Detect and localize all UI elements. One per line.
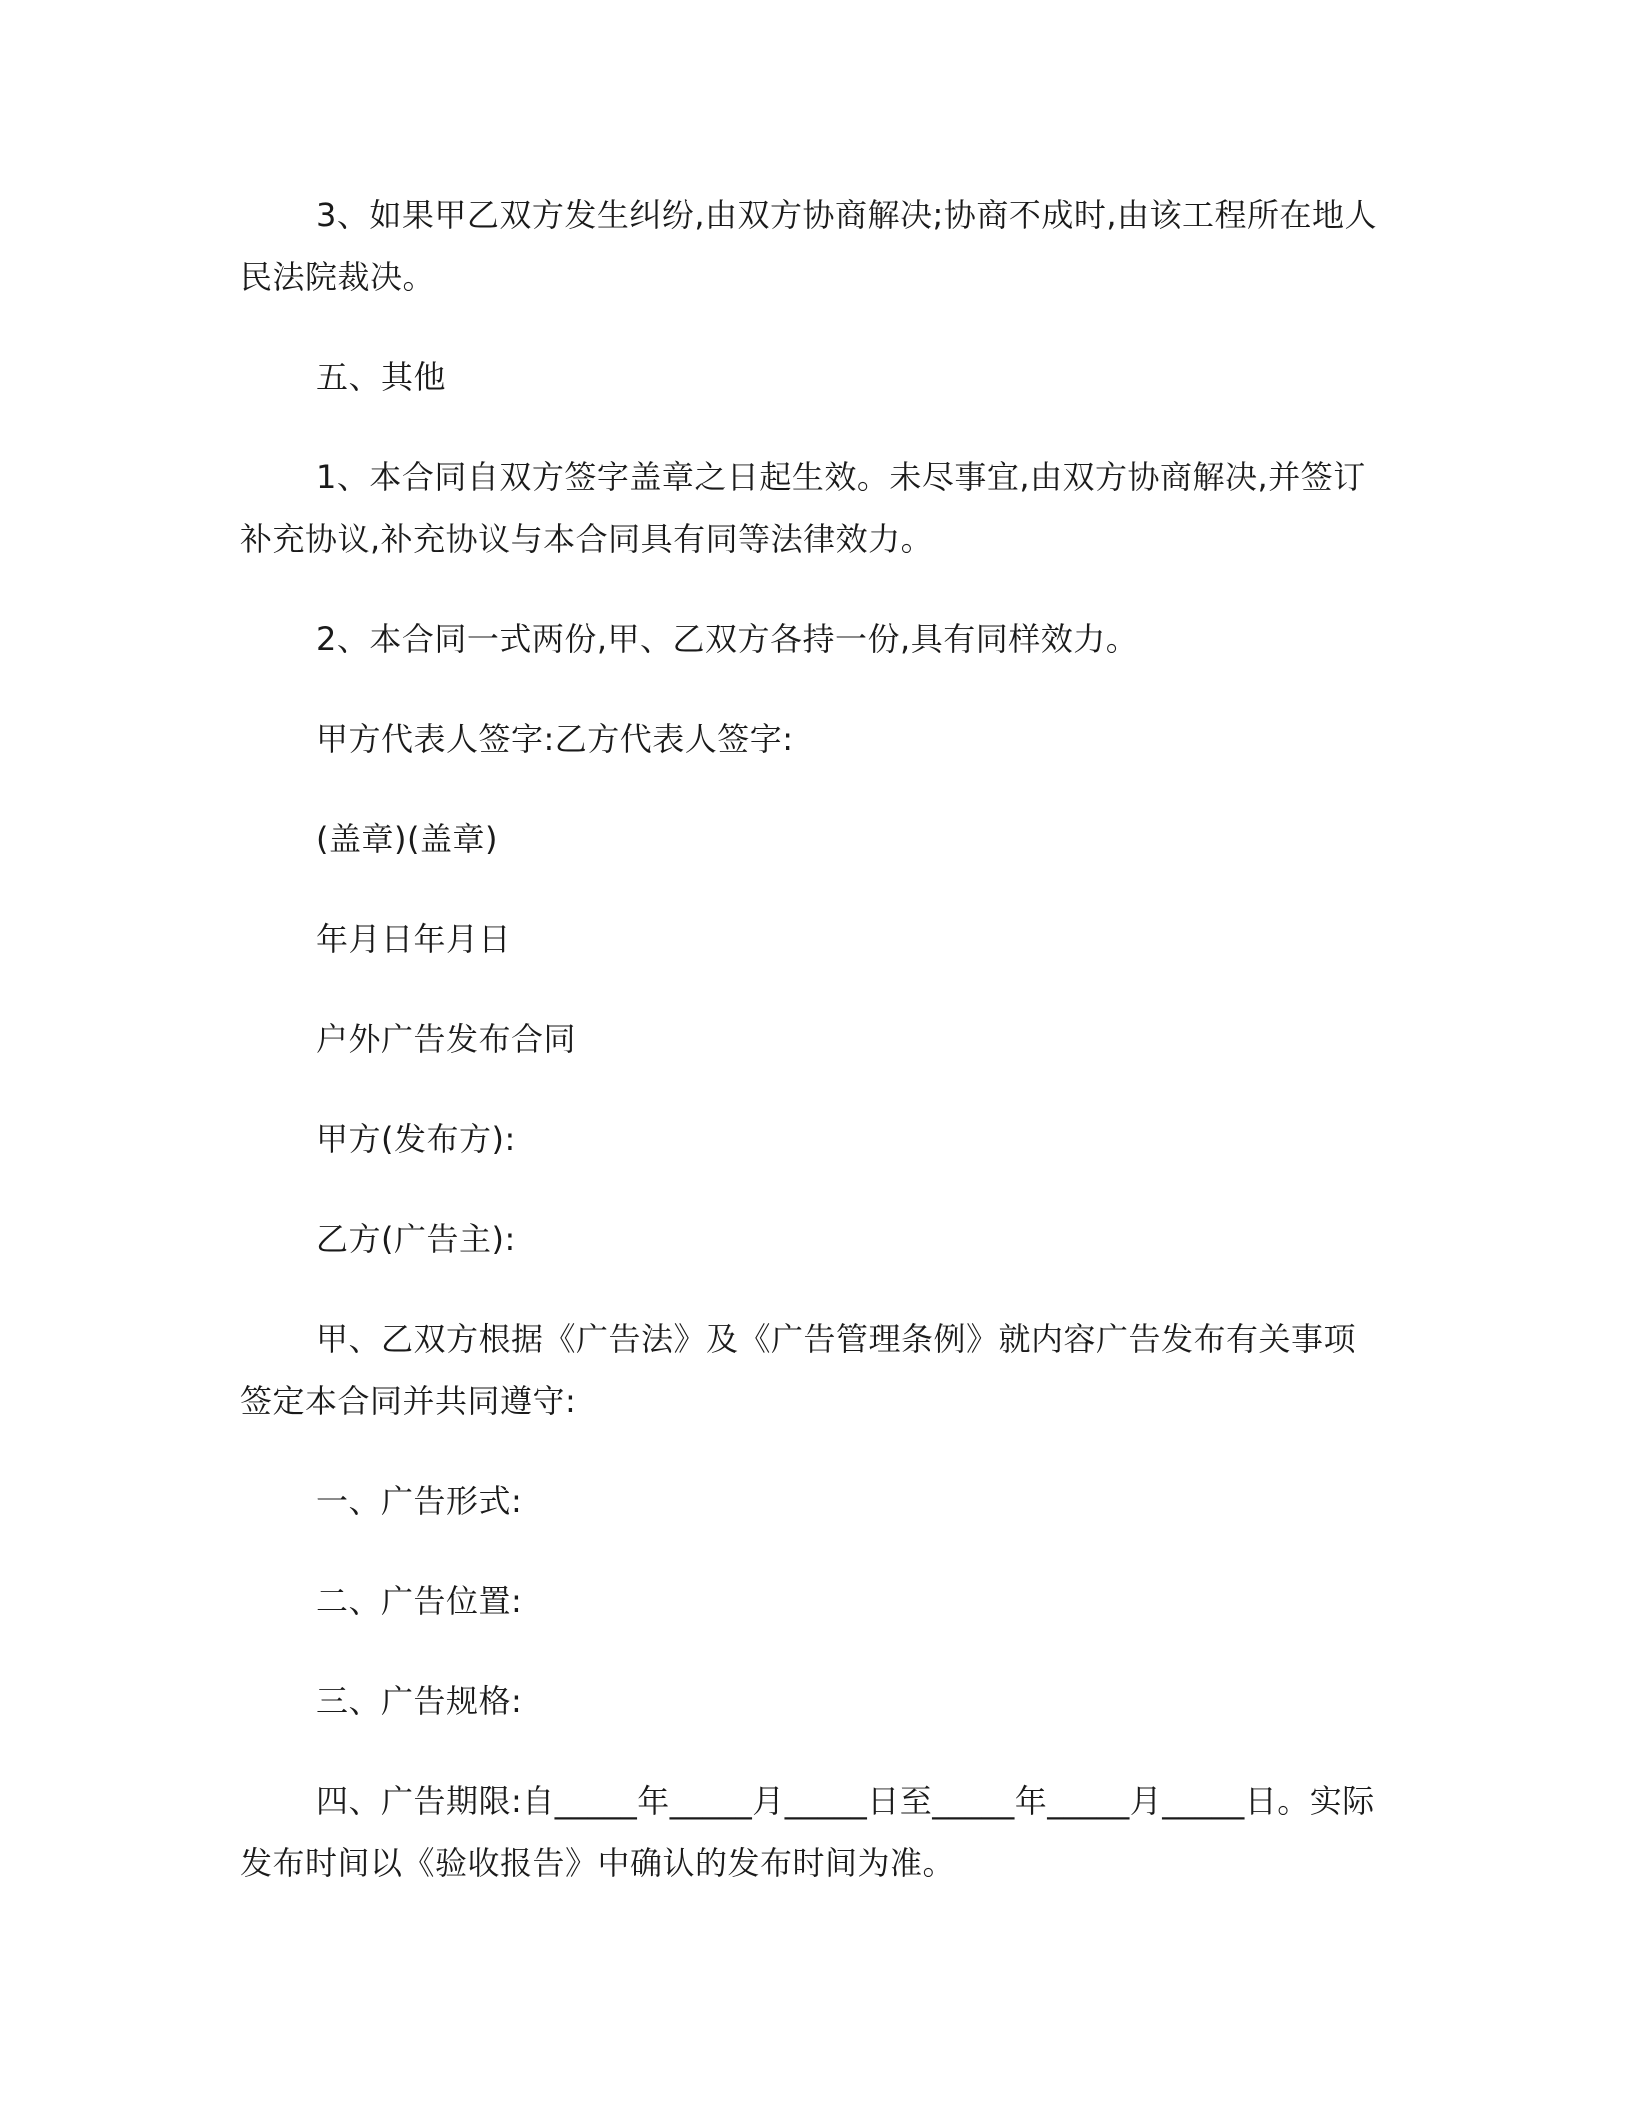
ad-form-line: 一、广告形式: [316, 1482, 523, 1520]
section-5-heading: 五、其他 [316, 358, 447, 396]
seal-line: (盖章)(盖章) [316, 820, 498, 858]
contract-title: 户外广告发布合同 [316, 1020, 577, 1058]
signature-line: 甲方代表人签字:乙方代表人签字: [316, 720, 794, 758]
clause-1-effective: 1、本合同自双方签字盖章之日起生效。未尽事宜,由双方协商解决,并签订补充协议,补充协议与本合同具有同等法律效力。 [240, 458, 1366, 558]
clause-2-copies: 2、本合同一式两份,甲、乙双方各持一份,具有同样效力。 [316, 620, 1139, 658]
date-line: 年月日年月日 [316, 920, 512, 958]
preamble: 甲、乙双方根据《广告法》及《广告管理条例》就内容广告发布有关事项签定本合同并共同遵守: [240, 1320, 1357, 1420]
ad-period-line: 四、广告期限:自_____年_____月_____日至_____年_____月_____日。实际发布时间以《验收报告》中确认的发布时间为准。 [240, 1782, 1375, 1882]
ad-location-line: 二、广告位置: [316, 1582, 523, 1620]
party-a-line: 甲方(发布方): [316, 1120, 516, 1158]
ad-spec-line: 三、广告规格: [316, 1682, 523, 1720]
clause-3-dispute: 3、如果甲乙双方发生纠纷,由双方协商解决;协商不成时,由该工程所在地人民法院裁决。 [240, 196, 1377, 296]
party-b-line: 乙方(广告主): [316, 1220, 516, 1258]
